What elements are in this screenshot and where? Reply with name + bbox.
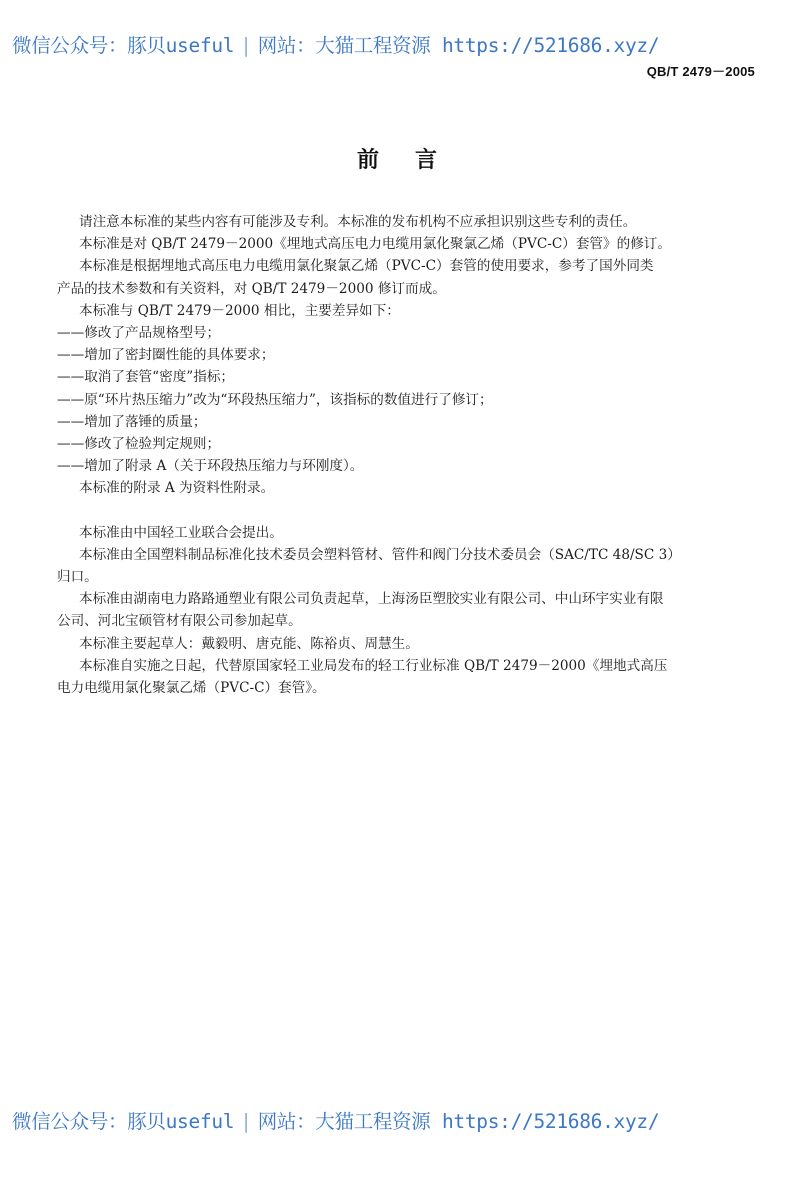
change-item: ——取消了套管“密度”指标； [57,369,235,386]
paragraph-gap [57,500,767,522]
paragraph-committee-line1: 本标准由全国塑料制品标准化技术委员会塑料管材、管件和阀门分技术委员会（SAC/TC 48/SC 3） [79,546,681,563]
change-item: ——增加了附录 A（关于环段热压缩力与环刚度）。 [57,458,364,475]
paragraph-basis-line2: 产品的技术参数和有关资料，对 QB/T 2479－2000 修订而成。 [57,280,446,297]
watermark-site: 网站：大猫工程资源 https://521686.xyz/ [257,34,660,57]
change-item: ——修改了检验判定规则； [57,436,221,453]
paragraph-replacement-line2: 电力电缆用氯化聚氯乙烯（PVC-C）套管》。 [57,680,326,697]
watermark-separator: | [240,34,252,57]
watermark-separator: | [240,1110,252,1133]
paragraph-proposer: 本标准由中国轻工业联合会提出。 [79,524,283,541]
change-item: ——修改了产品规格型号； [57,325,221,342]
paragraph-revision: 本标准是对 QB/T 2479－2000《埋地式高压电力电缆用氯化聚氯乙烯（PVC-C）套管》的修订。 [79,236,671,253]
change-item: ——原“环片热压缩力”改为“环段热压缩力”，该指标的数值进行了修订； [57,391,493,408]
paragraph-drafters-org-line1: 本标准由湖南电力路路通塑业有限公司负责起草，上海汤臣塑胶实业有限公司、中山环宇实业有限 [79,591,664,608]
standard-code: QB/T 2479－2005 [646,64,755,79]
paragraph-committee-line2: 归口。 [57,569,98,586]
watermark-wechat: 微信公众号：豚贝useful [12,1110,235,1133]
change-item: ——增加了密封圈性能的具体要求； [57,347,275,364]
paragraph-basis-line1: 本标准是根据埋地式高压电力电缆用氯化聚氯乙烯（PVC-C）套管的使用要求，参考了国外同类 [79,258,654,275]
paragraph-patent-notice: 请注意本标准的某些内容有可能涉及专利。本标准的发布机构不应承担识别这些专利的责任。 [79,214,637,230]
paragraph-replacement-line1: 本标准自实施之日起，代替原国家轻工业局发布的轻工行业标准 QB/T 2479－2000《埋地式高压 [79,657,668,674]
paragraph-drafters-org-line2: 公司、河北宝硕管材有限公司参加起草。 [57,613,302,630]
page-title: 前言 [356,148,473,173]
foreword-body [57,211,767,699]
watermark-site: 网站：大猫工程资源 https://521686.xyz/ [257,1110,660,1133]
watermark-wechat: 微信公众号：豚贝useful [12,34,235,57]
watermark-top [12,34,800,58]
paragraph-differences-intro: 本标准与 QB/T 2479－2000 相比，主要差异如下： [79,302,400,319]
watermark-bottom [12,1110,800,1134]
change-item: ——增加了落锤的质量； [57,413,207,430]
paragraph-main-drafters: 本标准主要起草人：戴毅明、唐克能、陈裕贞、周慧生。 [79,635,419,652]
paragraph-appendix-note: 本标准的附录 A 为资料性附录。 [79,480,275,497]
